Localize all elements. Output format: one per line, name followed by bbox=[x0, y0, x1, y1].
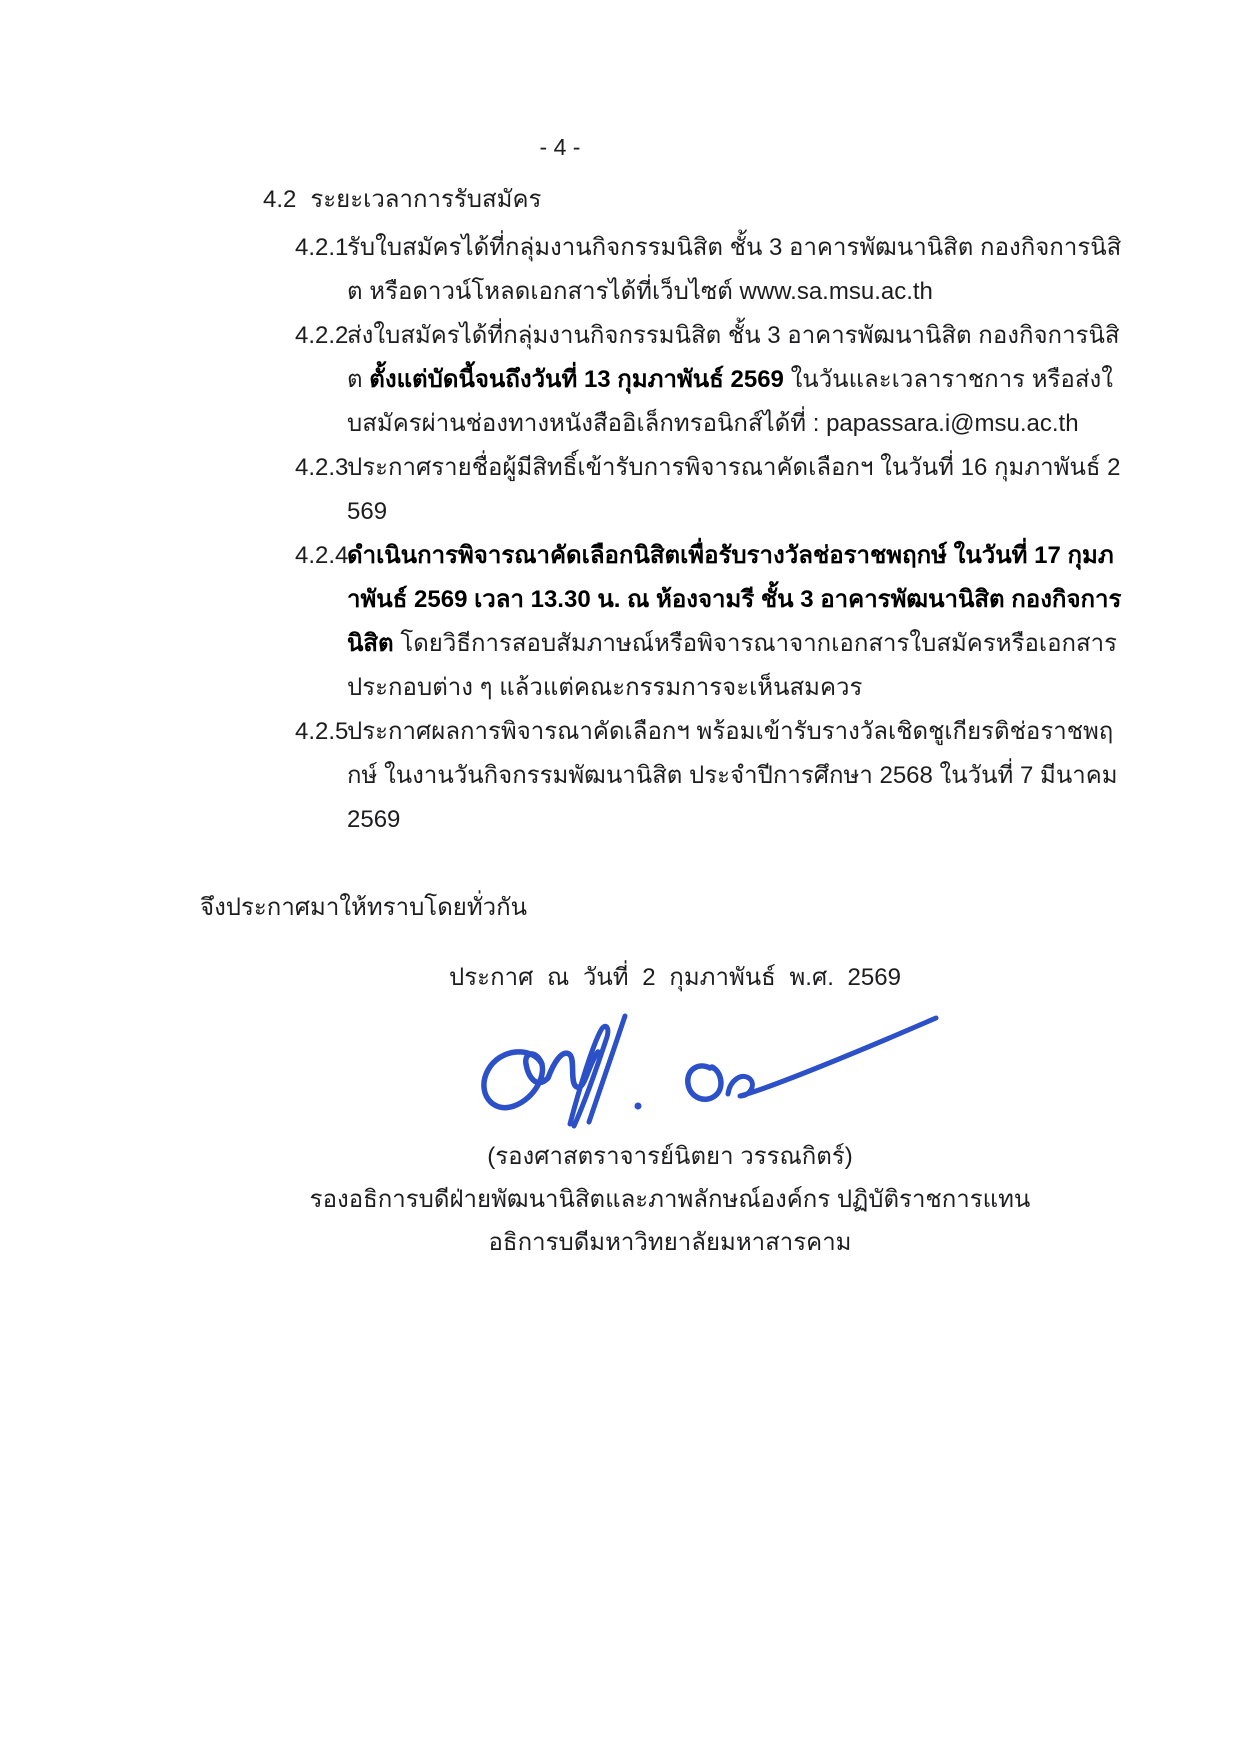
item-text-segment: รับใบสมัครได้ที่กลุ่มงานกิจกรรมนิสิต ชั้น 3 อาคารพัฒนานิสิต กองกิจการนิสิต หรือดาวน์โหลดเอกสารได้ที่เว็บไซต์ www.sa.msu.ac.th bbox=[347, 234, 1122, 305]
item-number: 4.2.5 bbox=[295, 718, 349, 745]
signature-dot bbox=[635, 1103, 642, 1110]
section-number: 4.2 bbox=[263, 186, 297, 213]
item-text-segment: ในวันและเวลาราชการ หรือส่งใบสมัครผ่านช่องทางหนังสืออิเล็กทรอนิกส์ได้ที่ : papassara.i@msu.ac.th bbox=[347, 366, 1113, 437]
signature-stroke-small-loop bbox=[688, 1066, 721, 1099]
section-item-list bbox=[295, 226, 1123, 842]
item-text bbox=[347, 314, 1123, 446]
item-number: 4.2.3 bbox=[295, 454, 349, 481]
list-item-4-2-5 bbox=[295, 710, 1123, 842]
item-number: 4.2.1 bbox=[295, 234, 349, 261]
item-text-segment: โดยวิธีการสอบสัมภาษณ์หรือพิจารณาจากเอกสารใบสมัครหรือเอกสารประกอบต่าง ๆ แล้วแต่คณะกรรมการจะเห็นสมควร bbox=[347, 630, 1118, 701]
item-text-segment: ประกาศรายชื่อผู้มีสิทธิ์เข้ารับการพิจารณาคัดเลือกฯ ในวันที่ 16 กุมภาพันธ์ 2569 bbox=[347, 454, 1121, 525]
signer-name: (รองศาสตราจารย์นิตยา วรรณกิตร์) bbox=[487, 1143, 853, 1170]
item-text-segment-bold-deadline: ตั้งแต่บัดนี้จนถึงวันที่ 13 กุมภาพันธ์ 2569 bbox=[369, 366, 791, 393]
signature-image bbox=[470, 1006, 940, 1131]
item-number: 4.2.2 bbox=[295, 322, 349, 349]
item-text bbox=[347, 534, 1123, 710]
signature-stroke-tail bbox=[728, 1018, 936, 1096]
item-text-segment: ส่งใบสมัครได้ที่กลุ่มงานกิจกรรมนิสิต ชั้น 3 อาคารพัฒนานิสิต กองกิจการนิสิต bbox=[347, 322, 1120, 393]
list-item-4-2-2 bbox=[295, 314, 1123, 446]
signer-block bbox=[190, 1135, 1150, 1264]
page-number: - 4 - bbox=[539, 134, 581, 160]
list-item-4-2-3 bbox=[295, 446, 1123, 534]
item-number: 4.2.4 bbox=[295, 542, 349, 569]
list-item-4-2-4 bbox=[295, 534, 1123, 710]
signature-area bbox=[470, 1006, 940, 1131]
item-text bbox=[347, 446, 1123, 534]
closing-paragraph: จึงประกาศมาให้ทราบโดยทั่วกัน bbox=[200, 894, 528, 921]
list-item-4-2-1 bbox=[295, 226, 1123, 314]
item-text-segment: ประกาศผลการพิจารณาคัดเลือกฯ พร้อมเข้ารับรางวัลเชิดชูเกียรติช่อราชพฤกษ์ ในงานวันกิจกรรมพัฒนานิสิต ประจำปีการศึกษา 2568 ในวันที่ 7 มีนาคม 2569 bbox=[347, 718, 1118, 833]
signer-position-line-1: รองอธิการบดีฝ่ายพัฒนานิสิตและภาพลักษณ์องค์กร ปฏิบัติราชการแทน bbox=[309, 1186, 1031, 1213]
item-text bbox=[347, 710, 1123, 842]
announcement-date-line: ประกาศ ณ วันที่ 2 กุมภาพันธ์ พ.ศ. 2569 bbox=[449, 964, 901, 991]
section-title: ระยะเวลาการรับสมัคร bbox=[310, 186, 542, 213]
signer-position-line-2: อธิการบดีมหาวิทยาลัยมหาสารคาม bbox=[488, 1229, 852, 1256]
item-text-segment-bold-selection-date: ดำเนินการพิจารณาคัดเลือกนิสิตเพื่อรับรางวัลช่อราชพฤกษ์ ในวันที่ 17 กุมภาพันธ์ 2569 เวลา 13.30 น. ณ ห้องจามรี ชั้น 3 อาคารพัฒนานิสิต กองกิจการนิสิต bbox=[347, 542, 1122, 657]
item-text bbox=[347, 226, 1123, 314]
section-heading bbox=[263, 178, 1241, 222]
